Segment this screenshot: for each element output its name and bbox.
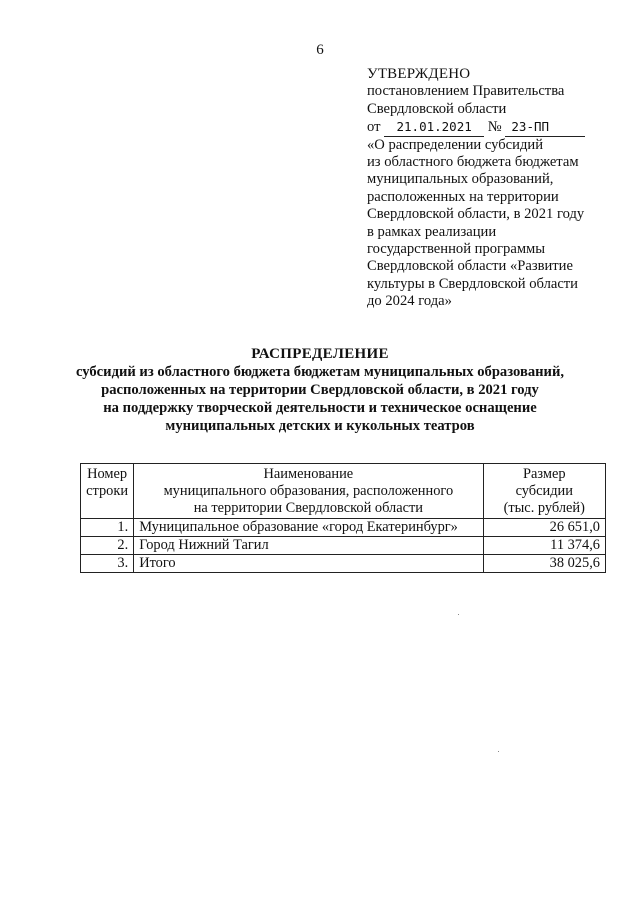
approval-line: Свердловской области xyxy=(367,100,507,117)
approval-subject-line: муниципальных образований, xyxy=(367,171,554,188)
header-text: (тыс. рублей) xyxy=(503,500,585,516)
header-text: субсидии xyxy=(515,483,573,499)
approval-stamp xyxy=(367,66,627,311)
approval-number: 23-ПП xyxy=(505,118,585,136)
document-title: РАСПРЕДЕЛЕНИЕ xyxy=(251,346,389,362)
approval-subject-line: расположенных на территории xyxy=(367,188,559,205)
table-row xyxy=(81,519,606,537)
header-row-number xyxy=(81,464,134,519)
approval-date-line xyxy=(367,118,627,136)
approval-date: 21.01.2021 xyxy=(384,118,484,136)
scan-speck xyxy=(458,614,459,615)
approval-title: УТВЕРЖДЕНО xyxy=(367,66,471,82)
approval-subject-line: культуры в Свердловской области xyxy=(367,275,578,292)
row-index: 2. xyxy=(81,537,134,555)
table-row xyxy=(81,555,606,573)
row-name: Город Нижний Тагил xyxy=(134,537,483,555)
approval-subject-line: до 2024 года» xyxy=(367,293,452,310)
document-subtitle-line: на поддержку творческой деятельности и техническое оснащение xyxy=(103,400,537,416)
header-text: Размер xyxy=(522,466,566,482)
row-index: 1. xyxy=(81,519,134,537)
table-header-row xyxy=(81,464,606,519)
date-prefix: от xyxy=(367,119,381,136)
row-index: 3. xyxy=(81,555,134,573)
row-amount: 11 374,6 xyxy=(483,537,605,555)
document-heading xyxy=(0,345,640,435)
number-prefix: № xyxy=(487,119,502,136)
table-row xyxy=(81,537,606,555)
header-text: строки xyxy=(86,483,129,499)
document-subtitle-line: расположенных на территории Свердловской области, в 2021 году xyxy=(101,382,539,398)
approval-line: постановлением Правительства xyxy=(367,83,565,100)
page-number: 6 xyxy=(316,42,324,58)
distribution-table xyxy=(80,463,606,573)
approval-subject-line: Свердловской области, в 2021 году xyxy=(367,206,585,223)
row-amount: 26 651,0 xyxy=(483,519,605,537)
header-municipality-name xyxy=(134,464,483,519)
header-text: муниципального образования, расположенного xyxy=(163,483,454,499)
header-text: Наименование xyxy=(263,466,354,482)
header-text: на территории Свердловской области xyxy=(193,500,423,516)
approval-subject-line: «О распределении субсидий xyxy=(367,136,544,153)
document-subtitle-line: муниципальных детских и кукольных театров xyxy=(165,418,475,434)
approval-subject-line: из областного бюджета бюджетам xyxy=(367,154,579,171)
approval-subject-line: Свердловской области «Развитие xyxy=(367,258,573,275)
approval-subject-line: в рамках реализации xyxy=(367,223,497,240)
document-subtitle-line: субсидий из областного бюджета бюджетам муниципальных образований, xyxy=(76,364,564,380)
approval-subject-line: государственной программы xyxy=(367,241,546,258)
header-text: Номер xyxy=(87,466,128,482)
row-name: Итого xyxy=(134,555,483,573)
row-amount: 38 025,6 xyxy=(483,555,605,573)
header-subsidy-amount xyxy=(483,464,605,519)
scan-speck xyxy=(498,751,499,752)
row-name: Муниципальное образование «город Екатеринбург» xyxy=(134,519,483,537)
